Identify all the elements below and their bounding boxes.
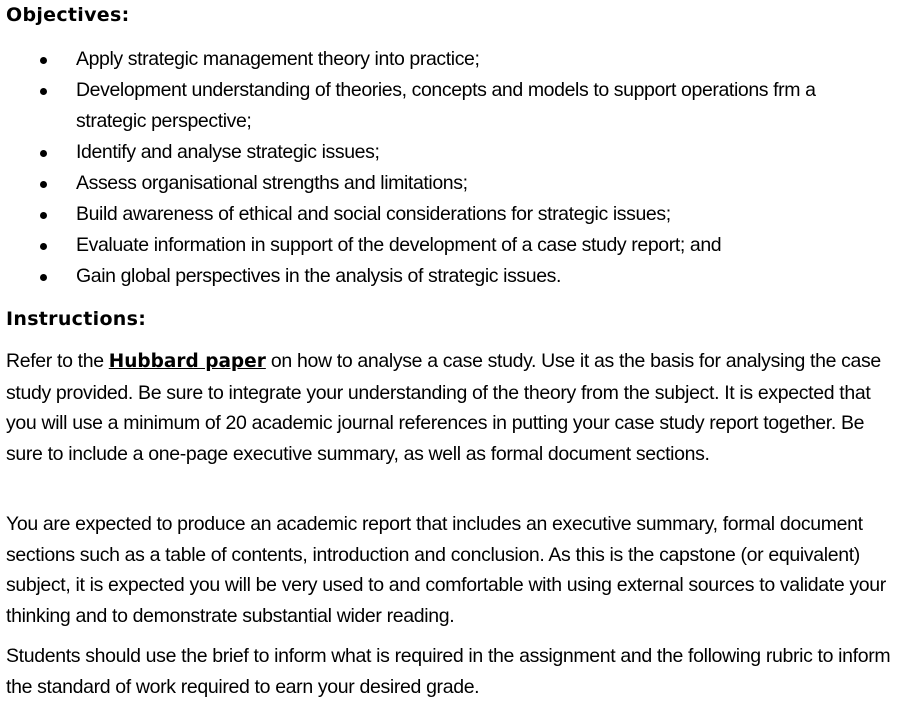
list-item: [0, 75, 901, 137]
list-item: [0, 137, 901, 168]
list-item: [0, 261, 901, 292]
bullet-icon: [40, 88, 47, 95]
objectives-heading: Objectives:: [6, 4, 130, 26]
list-item-text: Build awareness of ethical and social considerations for strategic issues;: [76, 203, 671, 225]
list-item: [0, 230, 901, 261]
instructions-paragraph-1: [6, 346, 898, 469]
list-item-text: Evaluate information in support of the development of a case study report; and: [76, 234, 722, 256]
bullet-icon: [40, 274, 47, 281]
objectives-list: [0, 44, 901, 292]
bullet-icon: [40, 243, 47, 250]
list-item-text: Assess organisational strengths and limitations;: [76, 172, 468, 194]
list-item: [0, 44, 901, 75]
bullet-icon: [40, 150, 47, 157]
list-item-text: Development understanding of theories, concepts and models to support operations frm a strategic perspective;: [76, 79, 816, 132]
bullet-icon: [40, 181, 47, 188]
instructions-paragraph-2: You are expected to produce an academic report that includes an executive summary, formal document sections such as a table of contents, introduction and conclusion. As this is the capstone (or equivalent) subject, it is expected you will be very used to and comfortable with using external sources to validate your thinking and to demonstrate substantial wider reading.: [6, 513, 886, 627]
instructions-paragraph-3: Students should use the brief to inform what is required in the assignment and the following rubric to inform the standard of work required to earn your desired grade.: [6, 645, 891, 698]
list-item: [0, 168, 901, 199]
hubbard-paper-link[interactable]: Hubbard paper: [108, 351, 266, 372]
list-item: [0, 199, 901, 230]
list-item-text: Identify and analyse strategic issues;: [76, 141, 380, 163]
instructions-heading: Instructions:: [6, 308, 147, 330]
list-item-text: Apply strategic management theory into practice;: [76, 48, 480, 70]
list-item-text: Gain global perspectives in the analysis of strategic issues.: [76, 265, 562, 287]
bullet-icon: [40, 212, 47, 219]
paragraph-text: Refer to the: [6, 350, 109, 372]
bullet-icon: [40, 57, 47, 64]
paragraph-text: on how to analyse a case study. Use it as the basis for analysing the case study provided. Be sure to integrate your understanding of the theory from the subject. It is expected that you will use a minimum of 20 academic journal references in putting your case study report together. Be sure to include a one-page executive summary, as well as formal document sections.: [6, 350, 881, 465]
